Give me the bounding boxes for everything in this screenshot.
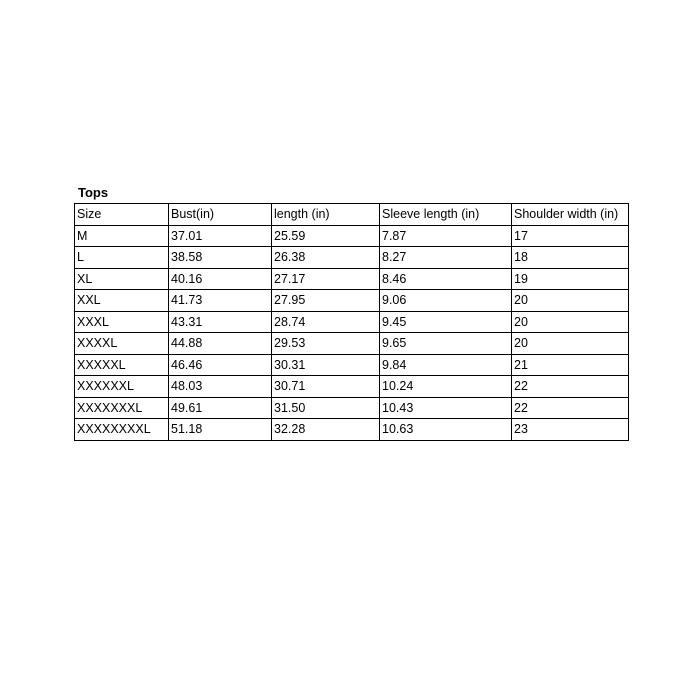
table-cell-shoulder-width: 23: [512, 419, 629, 441]
table-cell-shoulder-width: 18: [512, 247, 629, 269]
table-cell-length: 26.38: [272, 247, 380, 269]
table-cell-sleeve-length: 10.43: [380, 397, 512, 419]
table-cell-bust: 43.31: [169, 311, 272, 333]
table-cell-size: XXXXXXL: [75, 376, 169, 398]
table-cell-sleeve-length: 9.65: [380, 333, 512, 355]
table-row: [75, 290, 629, 312]
table-cell-size: L: [75, 247, 169, 269]
size-chart-table: [74, 203, 629, 441]
table-cell-sleeve-length: 10.24: [380, 376, 512, 398]
table-cell-bust: 37.01: [169, 225, 272, 247]
table-cell-shoulder-width: 22: [512, 376, 629, 398]
section-title: Tops: [78, 185, 109, 200]
table-row: [75, 247, 629, 269]
table-cell-bust: 46.46: [169, 354, 272, 376]
table-cell-sleeve-length: 9.45: [380, 311, 512, 333]
table-cell-sleeve-length: 10.63: [380, 419, 512, 441]
table-cell-shoulder-width: 22: [512, 397, 629, 419]
table-cell-bust: 44.88: [169, 333, 272, 355]
table-cell-sleeve-length: 7.87: [380, 225, 512, 247]
table-row: [75, 354, 629, 376]
table-row: [75, 397, 629, 419]
table-cell-sleeve-length: 9.84: [380, 354, 512, 376]
table-cell-bust: 48.03: [169, 376, 272, 398]
table-cell-shoulder-width: 20: [512, 290, 629, 312]
table-cell-shoulder-width: 17: [512, 225, 629, 247]
table-cell-length: 28.74: [272, 311, 380, 333]
table-cell-size: XXXXL: [75, 333, 169, 355]
table-cell-size: XXXL: [75, 311, 169, 333]
table-cell-shoulder-width: 19: [512, 268, 629, 290]
table-cell-length: 29.53: [272, 333, 380, 355]
table-cell-sleeve-length: 8.46: [380, 268, 512, 290]
table-cell-bust: 49.61: [169, 397, 272, 419]
header-cell-sleeve-length: Sleeve length (in): [380, 204, 512, 226]
table-cell-size: M: [75, 225, 169, 247]
table-cell-size: XXXXXXXL: [75, 397, 169, 419]
table-cell-shoulder-width: 21: [512, 354, 629, 376]
table-cell-sleeve-length: 9.06: [380, 290, 512, 312]
table-cell-size: XXXXXL: [75, 354, 169, 376]
table-cell-bust: 51.18: [169, 419, 272, 441]
table-row: [75, 311, 629, 333]
table-cell-shoulder-width: 20: [512, 333, 629, 355]
header-cell-shoulder-width: Shoulder width (in): [512, 204, 629, 226]
table-cell-size: XL: [75, 268, 169, 290]
header-cell-length: length (in): [272, 204, 380, 226]
table-row: [75, 225, 629, 247]
table-cell-length: 30.31: [272, 354, 380, 376]
header-cell-size: Size: [75, 204, 169, 226]
header-cell-bust: Bust(in): [169, 204, 272, 226]
table-cell-length: 27.17: [272, 268, 380, 290]
table-cell-length: 30.71: [272, 376, 380, 398]
table-row: [75, 333, 629, 355]
table-cell-size: XXXXXXXXL: [75, 419, 169, 441]
table-row: [75, 376, 629, 398]
table-cell-length: 32.28: [272, 419, 380, 441]
table-cell-length: 25.59: [272, 225, 380, 247]
table-cell-bust: 38.58: [169, 247, 272, 269]
table-cell-length: 27.95: [272, 290, 380, 312]
table-row: [75, 419, 629, 441]
table-cell-bust: 40.16: [169, 268, 272, 290]
table-header-row: [75, 204, 629, 226]
table-row: [75, 268, 629, 290]
table-cell-size: XXL: [75, 290, 169, 312]
table-cell-sleeve-length: 8.27: [380, 247, 512, 269]
table-cell-shoulder-width: 20: [512, 311, 629, 333]
table-cell-bust: 41.73: [169, 290, 272, 312]
table-cell-length: 31.50: [272, 397, 380, 419]
